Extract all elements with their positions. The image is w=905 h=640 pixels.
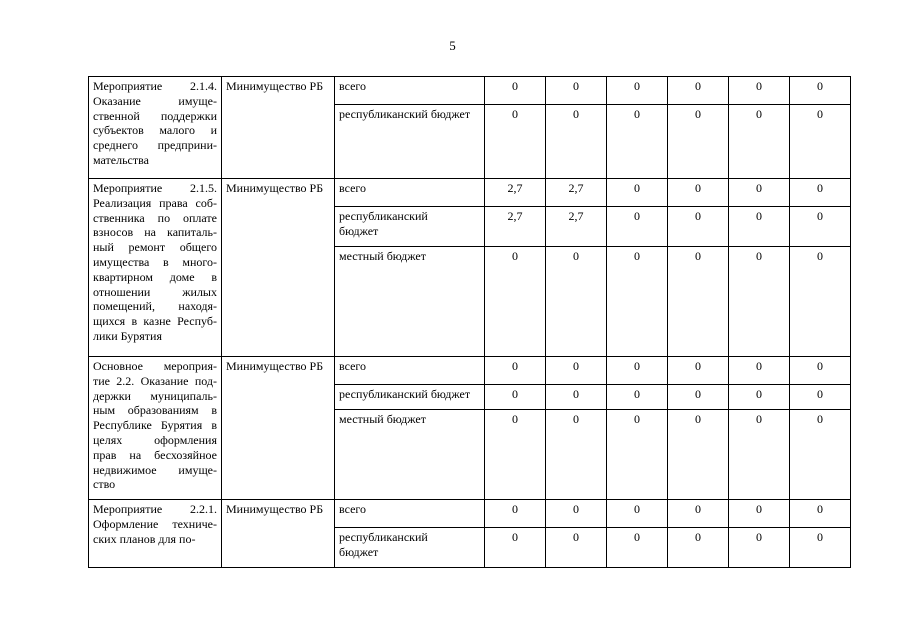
value-cell: 0: [546, 385, 607, 410]
value-cell: 0: [485, 247, 546, 357]
funding-source-cell: [335, 179, 485, 207]
description-line: ских планов для по-: [93, 531, 196, 546]
value-cell: 2,7: [485, 207, 546, 247]
activity-description: [89, 179, 222, 357]
value-cell: 0: [485, 500, 546, 528]
funding-source-line: всего: [339, 359, 367, 373]
value-cell: 0: [607, 357, 668, 385]
value-cell: 0: [485, 105, 546, 179]
value-cell: 0: [607, 179, 668, 207]
value-cell: 0: [729, 528, 790, 568]
funding-source-cell: [335, 105, 485, 179]
value-cell: 0: [668, 105, 729, 179]
description-line: субъектов малого и: [93, 123, 217, 138]
funding-source-cell: [335, 385, 485, 410]
description-line: Мероприятие 2.1.4.: [93, 79, 217, 93]
description-line: мательства: [93, 152, 149, 167]
value-cell: 0: [668, 247, 729, 357]
funding-source-line: республиканский бюджет: [339, 387, 471, 401]
value-cell: 0: [790, 357, 851, 385]
value-cell: 0: [607, 500, 668, 528]
value-cell: 0: [485, 410, 546, 500]
table-row: [89, 357, 851, 385]
executor-cell: Минимущество РБ: [222, 357, 335, 500]
description-line: тие 2.2. Оказание под-: [93, 373, 217, 388]
value-cell: 0: [729, 179, 790, 207]
value-cell: 0: [668, 410, 729, 500]
value-cell: 2,7: [546, 179, 607, 207]
value-cell: 0: [790, 500, 851, 528]
description-line: ственной поддержки: [93, 108, 217, 123]
description-line: квартирном доме в: [93, 269, 217, 284]
activity-description: [89, 77, 222, 179]
table-row: [89, 77, 851, 105]
description-line: имущества в много-: [93, 254, 217, 269]
value-cell: 0: [790, 410, 851, 500]
description-line: щихся в казне Респуб-: [93, 314, 217, 329]
funding-source-line: всего: [339, 79, 367, 93]
value-cell: 0: [729, 410, 790, 500]
description-line: лики Бурятия: [93, 328, 162, 343]
value-cell: 0: [790, 528, 851, 568]
description-line: прав на бесхозяйное: [93, 447, 217, 462]
funding-source-cell: [335, 410, 485, 500]
funding-source-line: республиканский бюджет: [339, 107, 471, 121]
value-cell: 0: [790, 247, 851, 357]
funding-source-cell: [335, 207, 485, 247]
table-row: [89, 500, 851, 528]
executor-cell: Минимущество РБ: [222, 179, 335, 357]
funding-source-line: республиканский: [339, 530, 428, 544]
value-cell: 0: [546, 77, 607, 105]
description-line: Основное мероприя-: [93, 359, 217, 373]
value-cell: 0: [790, 77, 851, 105]
executor-cell: Минимущество РБ: [222, 500, 335, 568]
value-cell: 0: [668, 385, 729, 410]
funding-source-line: местный бюджет: [339, 249, 426, 263]
description-line: взносов на капиталь-: [93, 225, 217, 240]
value-cell: 0: [546, 247, 607, 357]
value-cell: 0: [546, 357, 607, 385]
value-cell: 0: [546, 528, 607, 568]
value-cell: 2,7: [546, 207, 607, 247]
activity-description: [89, 500, 222, 568]
value-cell: 0: [607, 385, 668, 410]
value-cell: 0: [607, 528, 668, 568]
value-cell: 0: [668, 357, 729, 385]
funding-source-line: республиканский: [339, 209, 428, 223]
description-line: Реализация права соб-: [93, 195, 217, 210]
description-line: недвижимое имуще-: [93, 462, 217, 477]
funding-source-line: бюджет: [339, 544, 379, 559]
value-cell: 0: [485, 528, 546, 568]
value-cell: 0: [668, 528, 729, 568]
value-cell: 0: [546, 500, 607, 528]
funding-source-cell: [335, 528, 485, 568]
value-cell: 2,7: [485, 179, 546, 207]
funding-source-line: местный бюджет: [339, 412, 426, 426]
value-cell: 0: [546, 410, 607, 500]
value-cell: 0: [729, 385, 790, 410]
funding-source-line: всего: [339, 502, 367, 516]
description-line: помещений, находя-: [93, 299, 217, 314]
value-cell: 0: [607, 105, 668, 179]
description-line: отношении жилых: [93, 284, 217, 299]
description-line: Республике Бурятия в: [93, 418, 217, 433]
table-row: [89, 179, 851, 207]
program-funding-table: [88, 76, 851, 568]
description-line: Мероприятие 2.1.5.: [93, 181, 217, 195]
value-cell: 0: [790, 385, 851, 410]
value-cell: 0: [790, 179, 851, 207]
funding-source-line: всего: [339, 181, 367, 195]
description-line: ство: [93, 477, 116, 492]
description-line: Оформление техниче-: [93, 516, 217, 531]
value-cell: 0: [485, 385, 546, 410]
description-line: ный ремонт общего: [93, 240, 217, 255]
description-line: ным образованиям в: [93, 403, 217, 418]
value-cell: 0: [668, 207, 729, 247]
funding-source-cell: [335, 77, 485, 105]
description-line: ственника по оплате: [93, 210, 217, 225]
value-cell: 0: [729, 77, 790, 105]
description-line: Оказание имуще-: [93, 93, 217, 108]
executor-cell: Минимущество РБ: [222, 77, 335, 179]
value-cell: 0: [790, 207, 851, 247]
description-line: среднего предприни-: [93, 138, 217, 153]
value-cell: 0: [546, 105, 607, 179]
activity-description: [89, 357, 222, 500]
value-cell: 0: [607, 77, 668, 105]
value-cell: 0: [607, 207, 668, 247]
description-line: целях оформления: [93, 432, 217, 447]
value-cell: 0: [729, 247, 790, 357]
description-line: Мероприятие 2.2.1.: [93, 502, 217, 516]
funding-source-cell: [335, 247, 485, 357]
value-cell: 0: [729, 500, 790, 528]
description-line: держки муниципаль-: [93, 388, 217, 403]
value-cell: 0: [729, 105, 790, 179]
funding-source-cell: [335, 500, 485, 528]
value-cell: 0: [668, 77, 729, 105]
page-number: 5: [449, 38, 456, 53]
value-cell: 0: [485, 77, 546, 105]
value-cell: 0: [790, 105, 851, 179]
funding-source-line: бюджет: [339, 223, 379, 238]
value-cell: 0: [729, 207, 790, 247]
value-cell: 0: [729, 357, 790, 385]
funding-source-cell: [335, 357, 485, 385]
value-cell: 0: [607, 247, 668, 357]
value-cell: 0: [607, 410, 668, 500]
value-cell: 0: [668, 179, 729, 207]
value-cell: 0: [485, 357, 546, 385]
value-cell: 0: [668, 500, 729, 528]
